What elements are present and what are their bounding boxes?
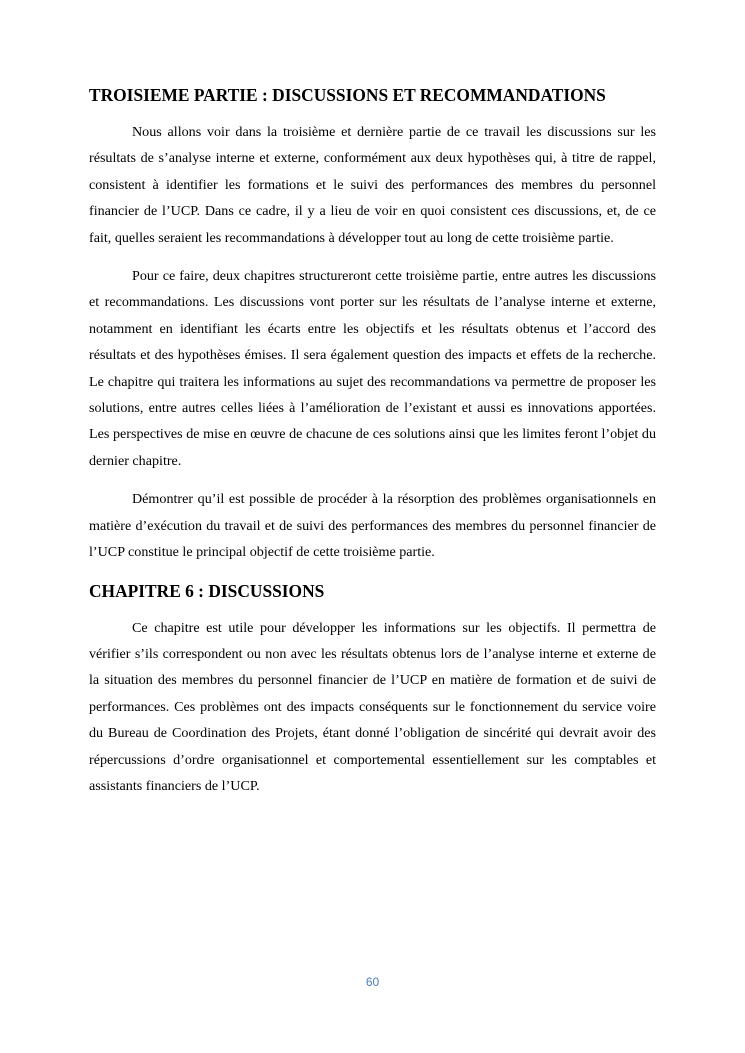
part-paragraph-3: Démontrer qu’il est possible de procéder à la résorption des problèmes organisationnels en matière d’exécution du travail et de suivi des performances des membres du personnel financier de l’UCP constitue le principal objectif de cette troisième partie. — [89, 491, 656, 561]
part-paragraph-2: Pour ce faire, deux chapitres structureront cette troisième partie, entre autres les discussions et recommandations. Les discussions vont porter sur les résultats de l’analyse interne et externe, notamment en identifiant les écarts entre les objectifs et les résultats obtenus et l’accord des résultats et des hypothèses émises. Il sera également question des impacts et effets de la recherche. Le chapitre qui traitera les informations au sujet des recommandations va permettre de proposer les solutions, entre autres celles liées à l’amélioration de l’existant et aussi es innovations apportées. Les perspectives de mise en œuvre de chacune de ces solutions ainsi que les limites feront l’objet du dernier chapitre. — [89, 268, 656, 469]
document-body — [89, 84, 656, 811]
page-number: 60 — [365, 975, 380, 989]
chapter-title: CHAPITRE 6 : DISCUSSIONS — [89, 580, 325, 601]
part-paragraph-1: Nous allons voir dans la troisième et dernière partie de ce travail les discussions sur les résultats de s’analyse interne et externe, conformément aux deux hypothèses qui, à titre de rappel, consistent à identifier les formations et le suivi des performances des membres du personnel financier de l’UCP. Dans ce cadre, il y a lieu de voir en quoi consistent ces discussions, et, de ce fait, quelles seraient les recommandations à développer tout au long de cette troisième partie. — [89, 124, 656, 246]
part-title: TROISIEME PARTIE : DISCUSSIONS ET RECOMMANDATIONS — [89, 85, 606, 105]
chapter-paragraph-1: Ce chapitre est utile pour développer les informations sur les objectifs. Il permettra de vérifier s’ils correspondent ou non avec les résultats obtenus lors de l’analyse interne et externe de la situation des membres du personnel financier de l’UCP en matière de formation et de suivi de performances. Ces problèmes ont des impacts conséquents sur le fonctionnement du service voire du Bureau de Coordination des Projets, étant donné l’obligation de sincérité qui devrait avoir des répercussions d’ordre organisationnel et comportemental essentiellement sur les comptables et assistants financiers de l’UCP. — [89, 619, 656, 794]
